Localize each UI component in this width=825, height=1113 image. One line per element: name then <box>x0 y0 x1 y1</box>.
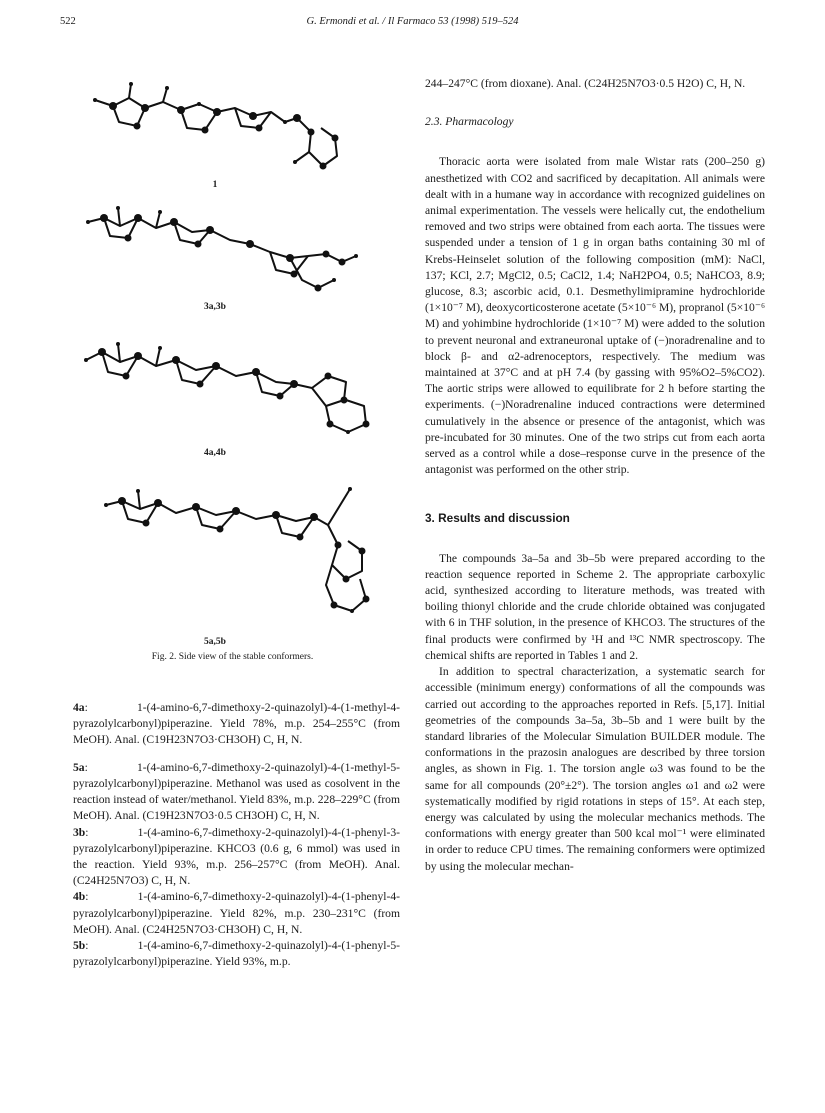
compound-5a <box>73 760 400 825</box>
pharmacology-paragraph: Thoracic aorta were isolated from male Wistar rats (200–250 g) anesthetized with CO2 and sacrificed by decapitation. All animals were dealt with in a humane way in accordance with recognized guidelines on animal experimentation. The vessels were helically cut, the endothelium removed and two strips were obtained from each aorta. The tissues were suspended under a tension of 1 g in organ baths containing 30 ml of Krebs-Heinselet solution of the following composition (mM): NaCl, 137; KCl, 2.7; MgCl2, 0.5; CaCl2, 1.4; NaH2PO4, 0.5; NaHCO3, 8.9; glucose, 8.3; ascorbic acid, 0.1. Desmethylimipramine hydrochloride (1×10⁻⁷ M), deoxycorticosterone acetate (5×10⁻⁶ M), propranol (5×10⁻⁶ M) and yohimbine hydrochloride (1×10⁻⁷ M) were added to the solution to prevent neuronal and extraneuronal uptake of (−)noradrenaline and to block β- and α2-adrenoceptors, respectively. The medium was maintained at 37°C and at pH 7.4 (by gassing with 95%O2–5%CO2). The aortic strips were allowed to equilibrate for 2 h before starting the experiments. (−)Noradrenaline induced contractions were determined cumulatively in the absence or presence of the antagonist, which was pre-incubated for 30 minutes. One of the two strips cut from each aorta served as a control while a dose–response curve in the presence of the antagonist was performed on the other strip. <box>425 155 765 477</box>
compound-4a <box>73 700 400 749</box>
compound-id: 3b <box>73 825 86 839</box>
conformer-label-4a-4b: 4a,4b <box>204 448 226 458</box>
continuation-text: 244–247°C (from dioxane). Anal. (C24H25N7O3·0.5 H2O) C, H, N. <box>425 77 746 90</box>
compound-3b <box>73 825 400 890</box>
results-paragraph-2: In addition to spectral characterization, a systematic search for accessible (minimum energy) conformations of all the compounds was carried out according to the approaches reported in Refs. [5,17]. Initial geometries of the compounds 3a–5a, 3b–5b and 1 were built by the standard libraries of the Molecular Simulation BUILDER module. The conformations in the prazosin analogues are described by three torsion angles, as shown in Fig. 1. The torsion angle ω3 was found to be the same for all compounds (20°±2°). The torsion angles ω1 and ω2 were systematically modified by rigid rotations in steps of 15°. At each step, energy was calculated by using the molecular mechanics methods. The conformations with energy greater than 500 kcal mol⁻¹ were eliminated in order to reduce CPU times. The remaining conformers were optimized by using the molecular mechan- <box>425 665 765 873</box>
compound-text: : 1-(4-amino-6,7-dimethoxy-2-quinazolyl)-4-(1-methyl-5-pyrazolylcarbonyl)piperazine. Methanol was used as cosolvent in the reaction instead of water/methanol. Yield 83%, m.p. 228–229°C (from MeOH). Anal. (C19H23N7O3·0.5 CH3OH) C, H, N. <box>73 760 400 823</box>
right-column <box>425 76 765 875</box>
compound-text: : 1-(4-amino-6,7-dimethoxy-2-quinazolyl)-4-(1-methyl-4-pyrazolylcarbonyl)piperazine. Yield 78%, m.p. 254–255°C (from MeOH). Anal. (C19H23N7O3·CH3OH) C, H, N. <box>73 700 400 746</box>
left-column <box>73 688 400 970</box>
conformer-1-image <box>85 70 375 180</box>
compound-5b <box>73 938 400 970</box>
compound-text: : 1-(4-amino-6,7-dimethoxy-2-quinazolyl)-4-(1-phenyl-3-pyrazolylcarbonyl)piperazine. KHCO3 (0.6 g, 6 mmol) was used in the reaction. Yield 93%, m.p. 256–257°C (from MeOH). Anal. (C24H25N7O3) C, H, N. <box>73 825 400 888</box>
running-head: G. Ermondi et al. / Il Farmaco 53 (1998) 519–524 <box>306 16 519 27</box>
conformer-label-1: 1 <box>212 180 218 190</box>
conformer-4a-4b-image <box>80 330 390 445</box>
page-header <box>60 16 765 32</box>
conformer-5a-5b-image <box>100 475 380 635</box>
conformer-label-3a-3b: 3a,3b <box>204 302 226 312</box>
compound-id: 5b <box>73 939 86 953</box>
page-number: 522 <box>60 16 76 27</box>
compound-text: : 1-(4-amino-6,7-dimethoxy-2-quinazolyl)-4-(1-phenyl-5-pyrazolylcarbonyl)piperazine. Yield 93%, m.p. <box>73 939 400 969</box>
figure-2 <box>60 70 405 670</box>
compound-text: : 1-(4-amino-6,7-dimethoxy-2-quinazolyl)-4-(1-phenyl-4-pyrazolylcarbonyl)piperazine. Yield 82%, m.p. 230–231°C (from MeOH). Anal. (C24H25N7O3·CH3OH) C, H, N. <box>73 890 400 936</box>
conformer-3a-3b-image <box>80 200 380 300</box>
compound-id: 4b <box>73 890 86 904</box>
results-paragraph-1: The compounds 3a–5a and 3b–5b were prepared according to the reaction sequence reported in Scheme 2. The appropriate carboxylic acid, synthesized according to literature methods, was treated with boiling thionyl chloride and the crude chloride obtained was conjugated with 6 in THF solution, in the presence of KHCO3. The structures of the final products were confirmed by ¹H and ¹³C NMR spectroscopy. The chemical shifts are reported in Tables 1 and 2. <box>425 551 765 662</box>
section-heading-results: 3. Results and discussion <box>425 511 570 526</box>
compound-id: 5a <box>73 760 85 774</box>
section-heading-pharmacology: 2.3. Pharmacology <box>425 115 514 129</box>
figure-caption: Fig. 2. Side view of the stable conformers. <box>151 652 314 662</box>
conformer-label-5a-5b: 5a,5b <box>204 637 226 647</box>
compound-id: 4a <box>73 700 85 714</box>
compound-4b <box>73 889 400 938</box>
